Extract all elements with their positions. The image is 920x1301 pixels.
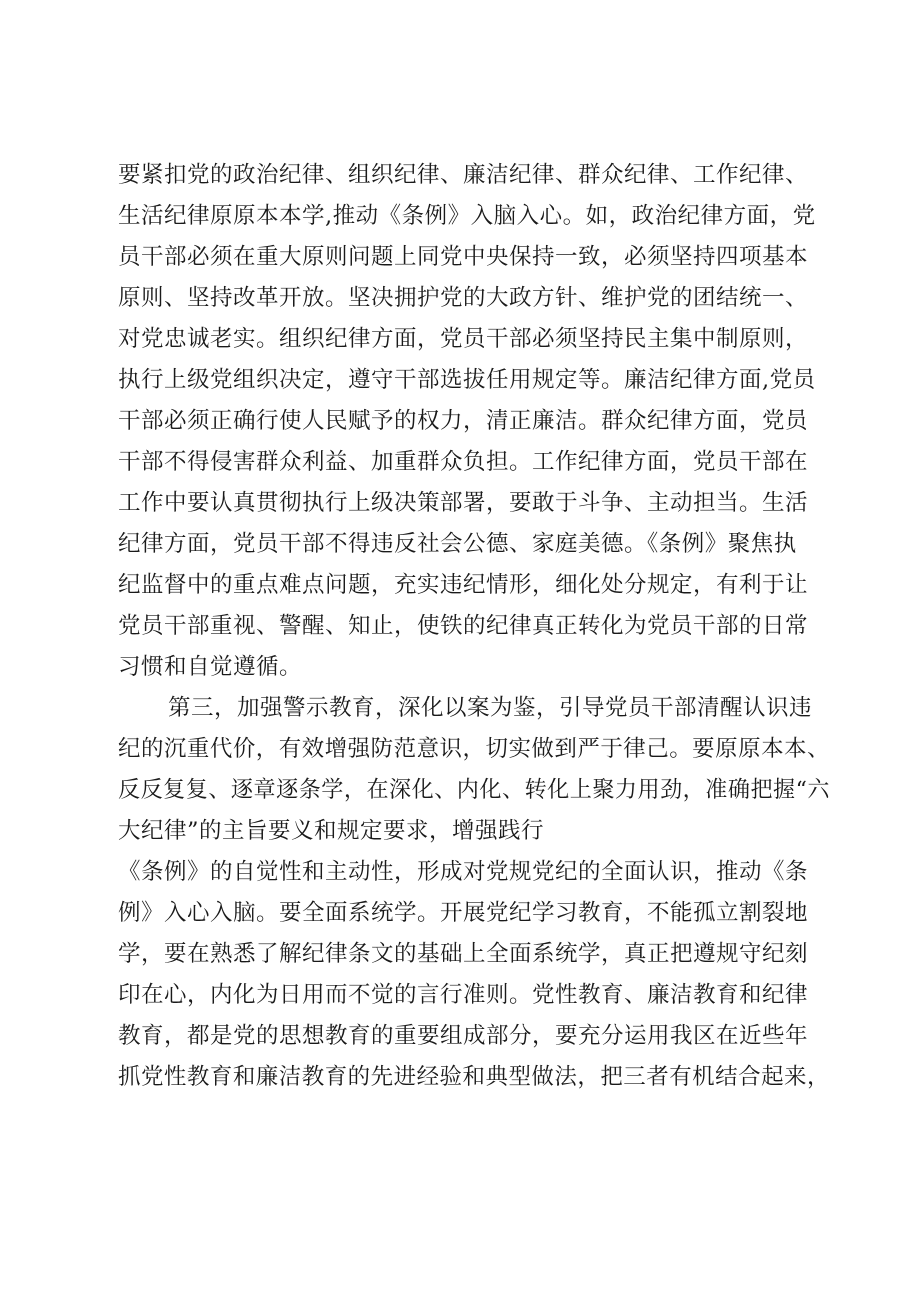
text-line: 生活纪律原原本本学,推动《条例》入脑入心。如，政治纪律方面，党 [118,203,816,229]
text-line: 抓党性教育和廉洁教育的先进经验和典型做法，把三者有机结合起来， [118,1064,830,1090]
text-line: 员干部必须在重大原则问题上同党中央保持一致，必须坚持四项基本 [118,244,809,270]
text-line: 大纪律”的主旨要义和规定要求，增强践行 [118,818,545,844]
text-line: 干部必须正确行使人民赋予的权力，清正廉洁。群众纪律方面，党员 [118,408,809,434]
text-line: 纪的沉重代价，有效增强防范意识，切实做到严于律己。要原原本本、 [118,736,830,762]
text-line: 要紧扣党的政治纪律、组织纪律、廉洁纪律、群众纪律、工作纪律、 [118,162,809,188]
paragraph-start-line: 第三，加强警示教育，深化以案为鉴，引导党员干部清醒认识违 [168,695,813,721]
text-line: 党员干部重视、警醒、知止，使铁的纪律真正转化为党员干部的日常 [118,613,809,639]
body-text [118,155,830,1098]
text-line: 《条例》的自觉性和主动性，形成对党规党纪的全面认识，推动《条 [118,859,809,885]
text-line: 干部不得侵害群众利益、加重群众负担。工作纪律方面，党员干部在 [118,449,809,475]
text-line: 工作中要认真贯彻执行上级决策部署，要敢于斗争、主动担当。生活 [118,490,809,516]
text-line: 习惯和自觉遵循。 [118,654,303,680]
text-line: 对党忠诚老实。组织纪律方面，党员干部必须坚持民主集中制原则， [118,326,809,352]
text-line: 学，要在熟悉了解纪律条文的基础上全面系统学，真正把遵规守纪刻 [118,941,809,967]
text-line: 反反复复、逐章逐条学，在深化、内化、转化上聚力用劲，准确把握“六 [118,777,830,803]
text-line: 纪监督中的重点难点问题，充实违纪情形，细化处分规定，有利于让 [118,572,809,598]
text-line: 教育，都是党的思想教育的重要组成部分，要充分运用我区在近些年 [118,1023,809,1049]
text-line: 纪律方面，党员干部不得违反社会公德、家庭美德。《条例》聚焦执 [118,531,797,557]
text-line: 原则、坚持改革开放。坚决拥护党的大政方针、维护党的团结统一、 [118,285,809,311]
text-line: 执行上级党组织决定，遵守干部选拔任用规定等。廉洁纪律方面,党员 [118,367,816,393]
text-line: 印在心，内化为日用而不觉的言行准则。党性教育、廉洁教育和纪律 [118,982,809,1008]
text-line: 例》入心入脑。要全面系统学。开展党纪学习教育，不能孤立割裂地 [118,900,809,926]
